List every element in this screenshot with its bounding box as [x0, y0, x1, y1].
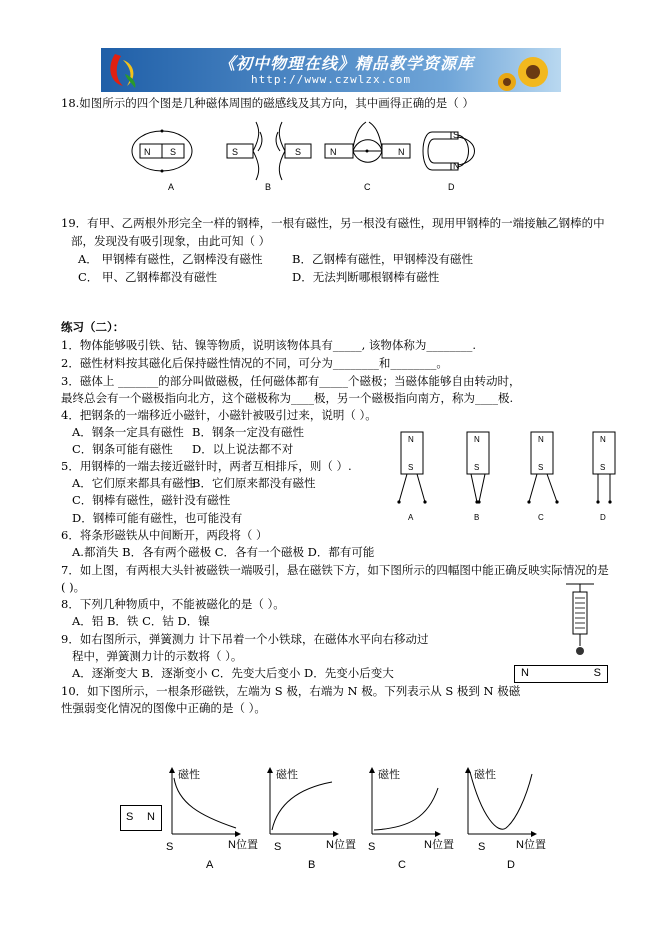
q18-label-a: A [168, 182, 175, 192]
practice-heading: 练习（二）： [61, 320, 125, 334]
q18-label-d: D [448, 182, 455, 192]
q18-d-s: S [453, 130, 460, 140]
right-magnet-s: S [593, 667, 601, 679]
pin-label-d: D [600, 513, 606, 522]
q5-option-c: C．钢棒有磁性，磁针没有磁性 [72, 493, 231, 507]
q7-line2: ( )。 [61, 580, 86, 594]
q10-graphs [160, 758, 580, 873]
q19-option-a: A． 甲钢棒有磁性，乙钢棒没有磁性 [78, 252, 263, 266]
banner-url: http://www.czwlzx.com [251, 73, 412, 86]
pin-d-s: S [600, 463, 606, 472]
q5-option-a: A．它们原来都具有磁性 [72, 476, 196, 490]
pin-b-s: S [474, 463, 480, 472]
q18-label-b: B [265, 182, 272, 192]
graph-b-xlabel: N位置 [326, 839, 356, 851]
q4-option-b: B．钢条一定没有磁性 [192, 425, 304, 439]
q9-line1: 9．如右图所示，弹簧测力 计下吊着一个小铁球，在磁体水平向右移动过 [61, 632, 429, 646]
q7-line1: 7．如上图，有两根大头针被磁铁一端吸引，悬在磁铁下方，如下图所示的四幅图中能正确反映实际情况的是 [61, 563, 609, 577]
q5-option-d: D．钢棒可能有磁性，也可能没有 [72, 511, 243, 525]
graph-c-xlabel: N位置 [424, 839, 454, 851]
q18-label-c: C [364, 182, 371, 192]
graph-a-origin: S [166, 841, 174, 853]
graph-a-ylabel: 磁性 [178, 769, 200, 781]
graph-a-xlabel: N位置 [228, 839, 258, 851]
pin-a-s: S [408, 463, 414, 472]
q19-line1: 19．有甲、乙两根外形完全一样的钢棒，一根有磁性，另一根没有磁性，现用甲钢棒的一端接触乙钢棒的中 [61, 216, 605, 230]
banner-title: 《初中物理在线》精品教学资源库 [219, 54, 475, 73]
q19-line2: 部，发现没有吸引现象，由此可知（ ） [71, 234, 271, 248]
q18-d-n: N [453, 161, 460, 171]
graph-c-label: C [398, 859, 406, 871]
q3-line1: 3．磁体上 _______的部分叫做磁极，任何磁体都有_____个磁极；当磁体能够自由转动时， [61, 374, 521, 388]
q5-option-b: B．它们原来都没有磁性 [192, 476, 316, 490]
graph-c-ylabel: 磁性 [378, 769, 400, 781]
magnet-box [120, 805, 162, 831]
graph-c-origin: S [368, 841, 376, 853]
q18-a-n: N [144, 147, 151, 157]
pin-d-n: N [600, 435, 606, 444]
q18-c-n: N [330, 147, 337, 157]
graph-b-ylabel: 磁性 [276, 769, 298, 781]
q18-a-s: S [170, 147, 177, 157]
magnet-box-n: N [147, 811, 155, 823]
pin-figure [395, 428, 625, 524]
q6-text: 6．将条形磁铁从中间断开，两段将（ ） [61, 528, 268, 542]
magnet-box-s: S [126, 811, 134, 823]
q4-option-c: C．钢条可能有磁性 [72, 442, 173, 456]
pin-label-b: B [474, 513, 480, 522]
graph-b-label: B [308, 859, 316, 871]
q19-option-c: C． 甲、乙钢棒都没有磁性 [78, 270, 217, 284]
q18-c-n2: N [398, 147, 405, 157]
pin-a-n: N [408, 435, 414, 444]
pin-label-a: A [408, 513, 414, 522]
graph-a-label: A [206, 859, 214, 871]
pin-c-s: S [538, 463, 544, 472]
q10-line2: 性强弱变化情况的图像中正确的是（ ）。 [61, 701, 266, 715]
graph-d-ylabel: 磁性 [474, 769, 496, 781]
graph-d-label: D [507, 859, 515, 871]
graph-d-xlabel: N位置 [516, 839, 546, 851]
q18-figure [120, 118, 500, 198]
pin-label-c: C [538, 513, 544, 522]
pin-b-n: N [474, 435, 480, 444]
q18-b-s1: S [232, 147, 239, 157]
right-magnet [514, 665, 608, 683]
q19-option-b: B．乙钢棒有磁性，甲钢棒没有磁性 [292, 252, 473, 266]
q18-text: 18.如图所示的四个图是几种磁体周围的磁感线及其方向，其中画得正确的是（ ） [61, 96, 474, 110]
q6-options: A.都消失 B．各有两个磁极 C．各有一个磁极 D．都有可能 [72, 545, 375, 559]
right-magnet-n: N [521, 667, 529, 679]
q8-text: 8．下列几种物质中，不能被磁化的是（ ）。 [61, 597, 285, 611]
q8-options: A．铝 B．铁 C．钴 D．镍 [72, 614, 210, 628]
pin-c-n: N [538, 435, 544, 444]
spring-scale-figure [560, 580, 600, 660]
graph-d-origin: S [478, 841, 486, 853]
q19-option-d: D．无法判断哪根钢棒有磁性 [292, 270, 440, 284]
iron-ball-icon [576, 647, 584, 655]
q3-line2: 最终总会有一个磁极指向北方，这个磁极称为____极，另一个磁极指向南方，称为____极. [61, 391, 514, 405]
q9-line2: 程中，弹簧测力计的示数将（ ）。 [72, 649, 243, 663]
q1-text: 1．物体能够吸引铁、钴、镍等物质，说明该物体具有_____, 该物体称为________. [61, 338, 477, 352]
graph-b-origin: S [274, 841, 282, 853]
q10-line1: 10．如下图所示，一根条形磁铁，左端为 S 极，右端为 N 极。下列表示从 S 极到 N 极磁 [61, 684, 521, 698]
q2-text: 2．磁性材料按其磁化后保持磁性情况的不同，可分为________和________。 [61, 356, 448, 370]
q4-option-d: D．以上说法都不对 [192, 442, 294, 456]
header-banner [101, 48, 561, 92]
q9-options: A．逐渐变大 B．逐渐变小 C．先变大后变小 D．先变小后变大 [72, 666, 394, 680]
q5-text: 5．用钢棒的一端去接近磁针时，两者互相排斥，则（ ）. [61, 459, 352, 473]
q4-option-a: A．钢条一定具有磁性 [72, 425, 184, 439]
q4-text: 4．把钢条的一端移近小磁针，小磁针被吸引过来，说明（ ）。 [61, 408, 377, 422]
q18-b-s2: S [295, 147, 302, 157]
